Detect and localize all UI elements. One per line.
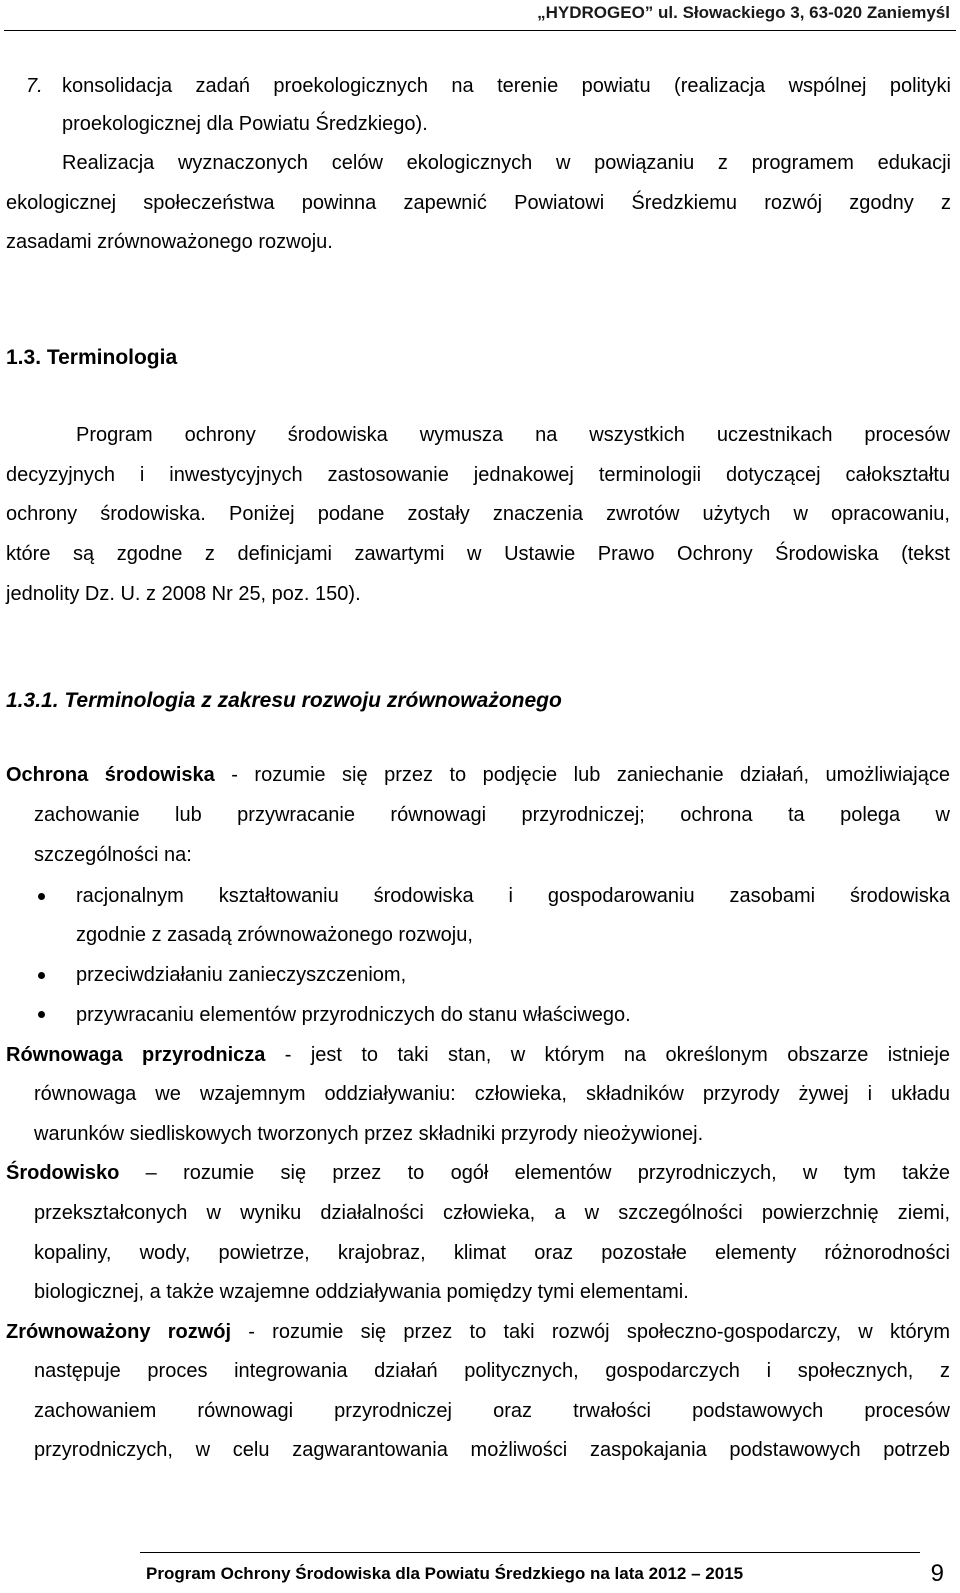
page-header bbox=[0, 0, 960, 26]
footer-divider bbox=[140, 1552, 920, 1553]
page-footer bbox=[146, 1560, 950, 1588]
paragraph-line: ekologicznej społeczeństwa powinna zapewnić Powiatowi Średzkiemu rozwój zgodny z bbox=[6, 192, 951, 214]
definition-line: zachowanie lub przywracanie równowagi przyrodniczej; ochrona ta polega w bbox=[34, 804, 950, 826]
term-srodowisko: Środowisko bbox=[6, 1162, 120, 1184]
list-item: przeciwdziałaniu zanieczyszczeniom, bbox=[76, 964, 407, 986]
term-rownowaga-przyrodnicza: Równowaga przyrodnicza bbox=[6, 1044, 266, 1066]
definition-line: przyrodniczych, w celu zagwarantowania możliwości zaspokajania podstawowych potrzeb bbox=[34, 1439, 950, 1461]
bullet-icon bbox=[38, 1011, 45, 1018]
definition-line: Równowaga przyrodnicza - jest to taki stan, w którym na określonym obszarze istnieje bbox=[6, 1044, 950, 1066]
paragraph-line: jednolity Dz. U. z 2008 Nr 25, poz. 150). bbox=[6, 583, 361, 605]
list-item-line: proekologicznej dla Powiatu Średzkiego). bbox=[62, 113, 428, 135]
definition-line: kopaliny, wody, powietrze, krajobraz, klimat oraz pozostałe elementy różnorodności bbox=[34, 1242, 950, 1264]
paragraph-line: Program ochrony środowiska wymusza na wszystkich uczestnikach procesów bbox=[76, 424, 950, 446]
list-item: racjonalnym kształtowaniu środowiska i gospodarowaniu zasobami środowiska bbox=[76, 885, 950, 907]
definition-line: równowaga we wzajemnym oddziaływaniu: człowieka, składników przyrody żywej i układu bbox=[34, 1083, 950, 1105]
header-text: „HYDROGEO” ul. Słowackiego 3, 63-020 Zaniemyśl bbox=[537, 3, 950, 22]
list-item: zgodnie z zasadą zrównoważonego rozwoju, bbox=[76, 924, 473, 946]
list-item: przywracaniu elementów przyrodniczych do stanu właściwego. bbox=[76, 1004, 631, 1026]
definition-line: Zrównoważony rozwój - rozumie się przez to taki rozwój społeczno-gospodarczy, w którym bbox=[6, 1321, 950, 1343]
term-zrownowazony-rozwoj: Zrównoważony rozwój bbox=[6, 1321, 232, 1343]
definition-line: przekształconych w wyniku działalności człowieka, a w szczególności powierzchnię ziemi, bbox=[34, 1202, 950, 1224]
definition-line: zachowaniem równowagi przyrodniczej oraz trwałości podstawowych procesów bbox=[34, 1400, 950, 1422]
paragraph-line: zasadami zrównoważonego rozwoju. bbox=[6, 231, 333, 253]
list-item-line: konsolidacja zadań proekologicznych na terenie powiatu (realizacja wspólnej polityki bbox=[62, 75, 951, 97]
definition-line: następuje proces integrowania działań politycznych, gospodarczych i społecznych, z bbox=[34, 1360, 950, 1382]
bullet-icon bbox=[38, 893, 45, 900]
list-item-number: 7. bbox=[26, 75, 43, 97]
subsection-heading: 1.3.1. Terminologia z zakresu rozwoju zrównoważonego bbox=[6, 689, 562, 712]
definition-line: Środowisko – rozumie się przez to ogół elementów przyrodniczych, w tym także bbox=[6, 1162, 950, 1184]
bullet-icon bbox=[38, 972, 45, 979]
term-ochrona-srodowiska: Ochrona środowiska bbox=[6, 764, 215, 786]
definition-line: biologicznej, a także wzajemne oddziaływania pomiędzy tymi elementami. bbox=[34, 1281, 689, 1303]
paragraph-line: decyzyjnych i inwestycyjnych zastosowanie jednakowej terminologii dotyczącej całokształtu bbox=[6, 464, 950, 486]
header-divider bbox=[4, 30, 956, 31]
page-number: 9 bbox=[930, 1560, 944, 1587]
definition-line: Ochrona środowiska - rozumie się przez to podjęcie lub zaniechanie działań, umożliwiające bbox=[6, 764, 950, 786]
definition-line: warunków siedliskowych tworzonych przez składniki przyrody nieożywionej. bbox=[34, 1123, 704, 1145]
paragraph-line: Realizacja wyznaczonych celów ekologicznych w powiązaniu z programem edukacji bbox=[62, 152, 951, 174]
paragraph-line: które są zgodne z definicjami zawartymi w Ustawie Prawo Ochrony Środowiska (tekst bbox=[6, 543, 950, 565]
section-heading: 1.3. Terminologia bbox=[6, 346, 178, 369]
definition-line: szczególności na: bbox=[34, 844, 192, 866]
paragraph-line: ochrony środowiska. Poniżej podane zostały znaczenia zwrotów użytych w opracowaniu, bbox=[6, 503, 950, 525]
footer-text: Program Ochrony Środowiska dla Powiatu Średzkiego na lata 2012 – 2015 bbox=[146, 1564, 744, 1583]
